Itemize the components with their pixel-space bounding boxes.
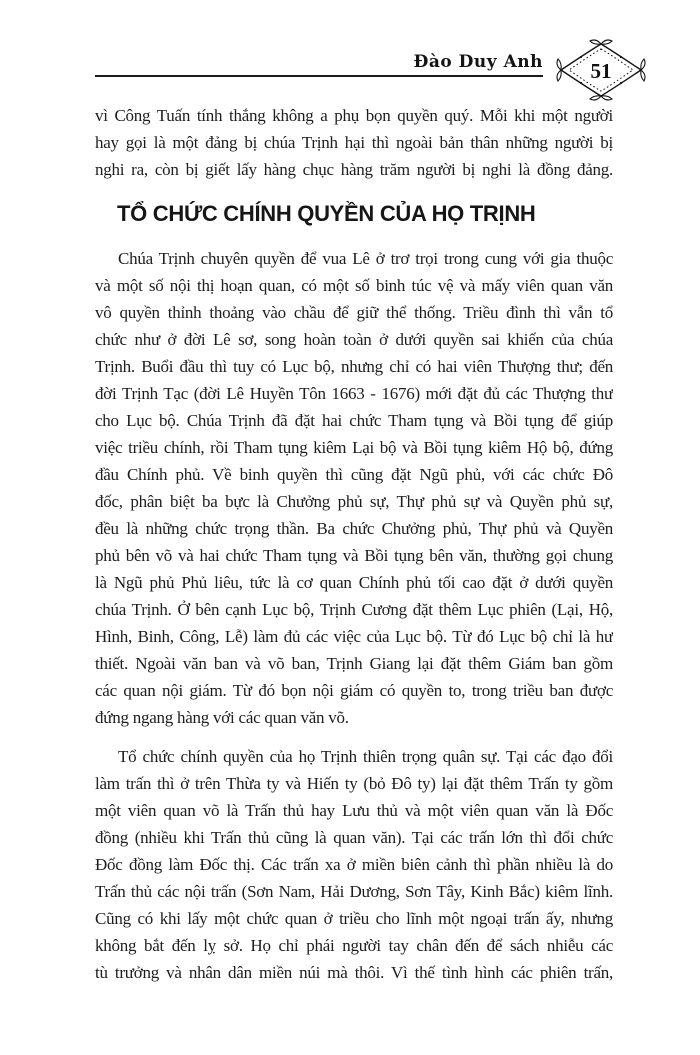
text-line: Trấn thủ các nội trấn (Sơn Nam, Hải Dương, Sơn Tây, Kinh Bắc) kiêm lĩnh. — [95, 882, 613, 901]
text-line: đứng ngang hàng với các quan văn võ. — [95, 708, 349, 727]
continued-paragraph — [95, 102, 613, 183]
author-name: Đào Duy Anh — [413, 52, 543, 72]
floral-diamond-icon — [554, 38, 648, 102]
page-number: 51 — [590, 59, 612, 83]
text-line: vì Công Tuấn tính thắng không a phụ bọn quyền quý. Mỗi khi một người — [95, 106, 613, 125]
text-line: đồng (nhiều khi Trấn thủ cũng là quan văn). Tại các trấn lớn thì đổi chức — [95, 828, 613, 847]
header-rule — [95, 75, 543, 77]
text-line: Chúa Trịnh chuyên quyền để vua Lê ở trơ trọi trong cung với gia thuộc — [118, 249, 613, 268]
text-line: chức như ở đời Lê sơ, song hoàn toàn ở dưới quyền sai khiến của chúa — [95, 330, 613, 349]
text-line: Tổ chức chính quyền của họ Trịnh thiên trọng quân sự. Tại các đạo đổi — [118, 747, 613, 766]
text-line: làm trấn thì ở trên Thừa ty và Hiến ty (bỏ Đô ty) lại đặt thêm Trấn ty gồm — [95, 774, 613, 793]
text-line: không bắt đến lỵ sở. Họ chỉ phái người tay chân đến để sách nhiễu các — [95, 936, 613, 955]
text-line: Trịnh. Buổi đầu thì tuy có Lục bộ, nhưng chỉ có hai viên Thượng thư; đến — [95, 357, 613, 376]
paragraph-trinh-government — [95, 245, 613, 731]
text-line: cho Lục bộ. Chúa Trịnh đã đặt hai chức Tham tụng và Bồi tụng để giúp — [95, 411, 613, 430]
text-line: nghi ra, còn bị giết lấy hàng chục hàng trăm người bị nghi là đồng đảng. — [95, 160, 613, 179]
text-line: chúa Trịnh. Ở bên cạnh Lục bộ, Trịnh Cương đặt thêm Lục phiên (Lại, Hộ, — [95, 600, 613, 619]
text-line: vô quyền thỉnh thoảng vào chầu để giữ thể thống. Triều đình thì vẫn tổ — [95, 303, 613, 322]
text-line: thiết. Ngoài văn ban và võ ban, Trịnh Giang lại đặt thêm Giám ban gồm — [95, 654, 613, 673]
text-line: đời Trịnh Tạc (đời Lê Huyền Tôn 1663 - 1676) mới đặt đủ các Thượng thư — [95, 384, 613, 403]
text-line: các quan nội giám. Từ đó bọn nội giám có quyền to, trong triều ban được — [95, 681, 613, 700]
text-line: đầu Chính phủ. Về binh quyền thì cũng đặt Ngũ phủ, với các chức Đô — [95, 465, 613, 484]
text-line: phủ bên võ và hai chức Tham tụng và Bồi tụng bên văn, thường gọi chung — [95, 546, 613, 565]
text-line: việc triều chính, rồi Tham tụng kiêm Lại bộ và Bồi tụng kiêm Hộ bộ, đứng — [95, 438, 613, 457]
text-line: đều là những chức trọng thần. Ba chức Chưởng phủ, Thự phủ và Quyền — [95, 519, 613, 538]
text-line: tù trưởng và nhân dân miền núi mà thôi. Vì thế tình hình các phiên trấn, — [95, 963, 613, 982]
text-line: đốc, phân biệt ba bực là Chưởng phủ sự, Thự phủ sự và Quyền phủ sự, — [95, 492, 613, 511]
section-heading: TỔ CHỨC CHÍNH QUYỀN CỦA HỌ TRỊNH — [117, 201, 536, 226]
text-line: hay gọi là một đảng bị chúa Trịnh hại thì ngoài bản thân những người bị — [95, 133, 613, 152]
text-line: Hình, Binh, Công, Lễ) làm đủ các việc của Lục bộ. Từ đó Lục bộ chỉ là hư — [95, 627, 613, 646]
text-line: Đốc đồng làm Đốc thị. Các trấn xa ở miền biên cảnh thì phần nhiều là do — [95, 855, 613, 874]
text-line: một viên quan võ là Trấn thủ hay Lưu thủ và một viên quan văn là Đốc — [95, 801, 613, 820]
text-line: là Ngũ phủ Phủ liêu, tức là cơ quan Chính phủ tối cao đặt ở dưới quyền — [95, 573, 613, 592]
text-line: và một số nội thị hoạn quan, có một số binh túc vệ và mấy viên quan văn — [95, 276, 613, 295]
paragraph-military-organization — [95, 743, 613, 986]
page-number-ornament — [554, 38, 648, 102]
text-line: Cũng có khi lấy một chức quan ở triều cho lĩnh một ngoại trấn ấy, nhưng — [95, 909, 613, 928]
